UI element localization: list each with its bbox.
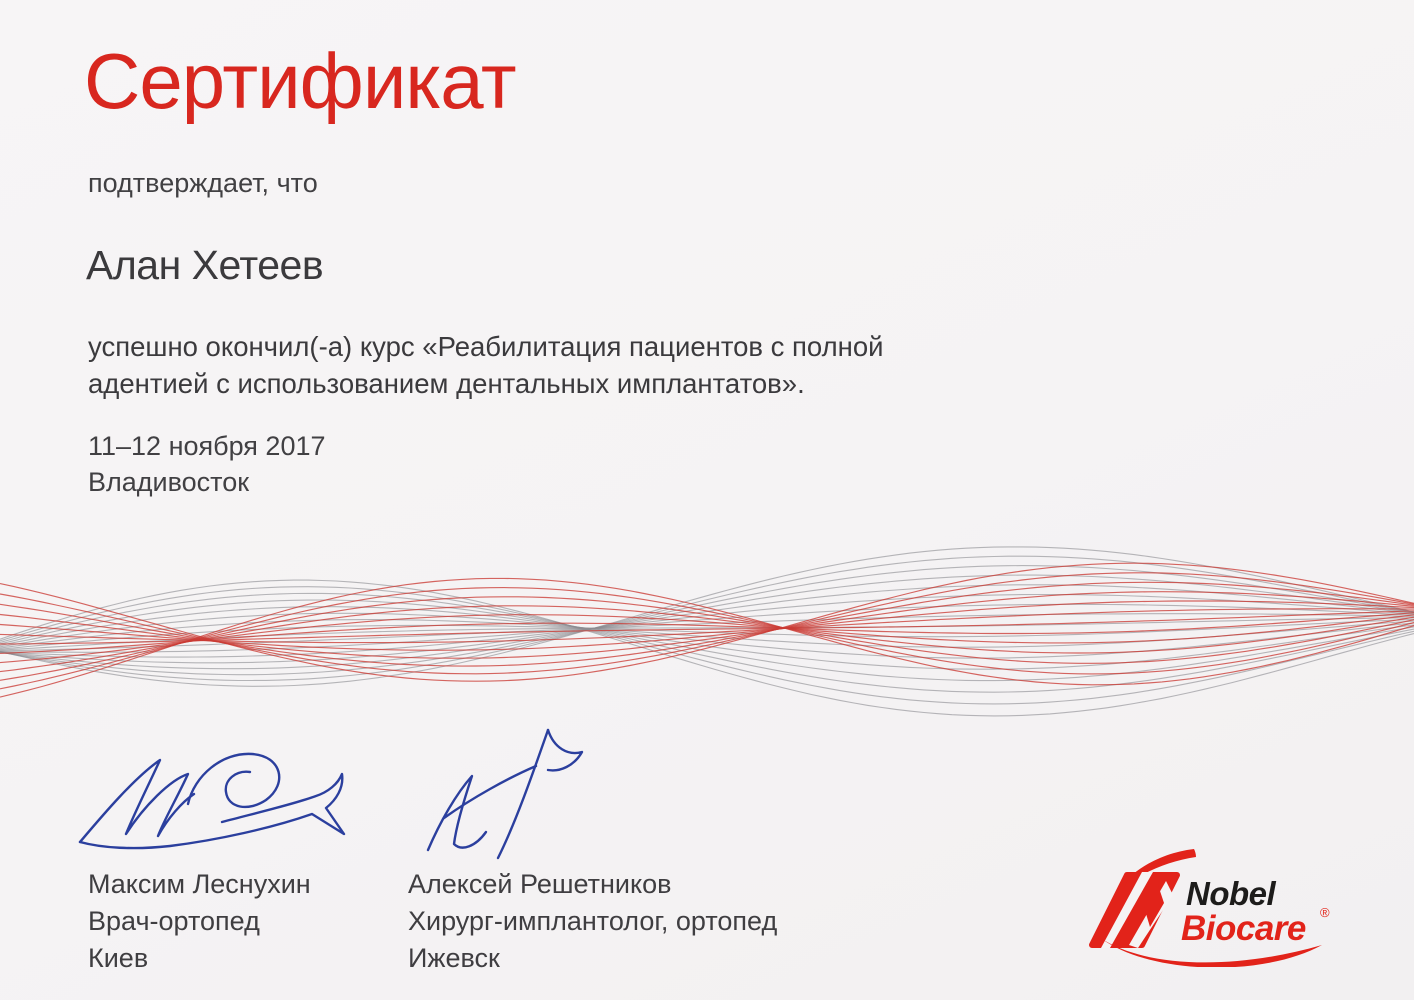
signer-1-city: Киев (88, 943, 149, 973)
signer-block-2 (408, 866, 777, 977)
course-description: успешно окончил(-а) курс «Реабилитация пациентов с полной адентией с использованием дентальных имплантатов». (88, 331, 884, 399)
signer-2-role: Хирург-имплантолог, ортопед (408, 906, 778, 936)
signer-block-1 (88, 866, 311, 977)
signer-2-city: Ижевск (408, 943, 500, 973)
logo-text-biocare: Biocare (1181, 909, 1306, 948)
signer-2-name: Алексей Решетников (408, 869, 672, 899)
signer-1-role: Врач-ортопед (88, 906, 260, 936)
intro-text: подтверждает, что (88, 168, 318, 198)
nobel-biocare-logo (1082, 845, 1338, 967)
logo-registered-mark: ® (1320, 905, 1330, 920)
recipient-name: Алан Хетеев (86, 242, 324, 288)
signer-1-name: Максим Леснухин (88, 869, 311, 899)
certificate-title: Сертификат (84, 37, 516, 125)
course-date: 11–12 ноября 2017 (88, 431, 326, 461)
signature-ink-2 (410, 722, 606, 864)
date-location-block (88, 428, 326, 500)
signature-ink-1 (76, 738, 352, 862)
logo-text-nobel: Nobel (1186, 875, 1276, 912)
course-location: Владивосток (88, 467, 250, 497)
